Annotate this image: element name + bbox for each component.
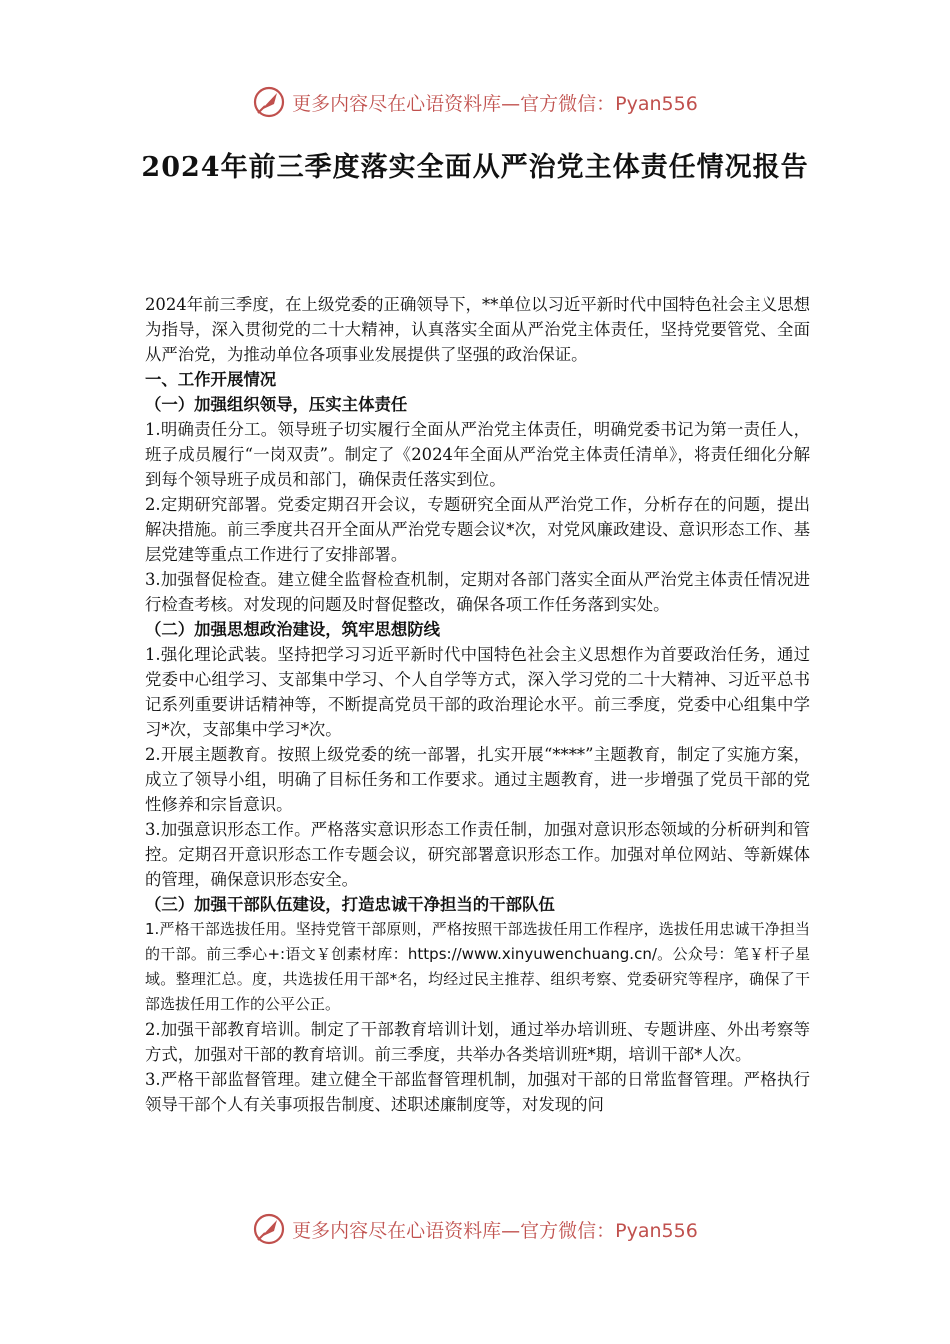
banner-text: 更多内容尽在心语资料库—官方微信：Pyan556 [292, 92, 698, 115]
body-paragraph: 2.加强干部教育培训。制定了干部教育培训计划，通过举办培训班、专题讲座、外出考察等方式，加强对干部的教育培训。前三季度，共举办各类培训班*期，培训干部*人次。 [145, 1020, 810, 1064]
quill-logo-icon [252, 85, 286, 119]
document-body [145, 292, 810, 1117]
body-paragraph: 3.加强督促检查。建立健全监督检查机制，定期对各部门落实全面从严治党主体责任情况进行检查考核。对发现的问题及时督促整改，确保各项工作任务落到实处。 [145, 570, 810, 614]
body-paragraph: 1.强化理论武装。坚持把学习习近平新时代中国特色社会主义思想作为首要政治任务，通过党委中心组学习、支部集中学习、个人自学等方式，深入学习党的二十大精神、习近平总书记系列重要讲话精神等，不断提高党员干部的政治理论水平。前三季度，党委中心组集中学习*次，支部集中学习*次。 [145, 645, 810, 739]
banner-text: 更多内容尽在心语资料库—官方微信：Pyan556 [292, 1219, 698, 1242]
body-paragraph: 1.严格干部选拔任用。坚持党管干部原则，严格按照干部选拔任用工作程序，选拔任用忠诚干净担当的干部。前三季心+:语文￥创素材库：https://www.xinyuwenchuang.cn/。公众号：笔￥杆子星域。整理汇总。度，共选拔任用干部*名，均经过民主推荐、组织考察、党委研究等程序，确保了干部选拔任用工作的公平公正。 [145, 920, 810, 1013]
body-paragraph: 1.明确责任分工。领导班子切实履行全面从严治党主体责任，明确党委书记为第一责任人，班子成员履行“一岗双责”。制定了《2024年全面从严治党主体责任清单》，将责任细化分解到每个领导班子成员和部门，确保责任落实到位。 [145, 420, 810, 489]
body-paragraph: 2.开展主题教育。按照上级党委的统一部署，扎实开展“****”主题教育，制定了实施方案，成立了领导小组，明确了目标任务和工作要求。通过主题教育，进一步增强了党员干部的党性修养和宗旨意识。 [145, 745, 810, 814]
body-paragraph: 3.严格干部监督管理。建立健全干部监督管理机制，加强对干部的日常监督管理。严格执行领导干部个人有关事项报告制度、述职述廉制度等，对发现的问 [145, 1070, 810, 1114]
header-watermark-banner [0, 80, 950, 124]
body-paragraph: 2024年前三季度，在上级党委的正确领导下，**单位以习近平新时代中国特色社会主义思想为指导，深入贯彻党的二十大精神，认真落实全面从严治党主体责任，坚持党要管党、全面从严治党，为推动单位各项事业发展提供了坚强的政治保证。 [145, 295, 810, 364]
section-heading: 一、工作开展情况 [145, 370, 277, 389]
document-title: 2024年前三季度落实全面从严治党主体责任情况报告 [141, 152, 809, 183]
footer-watermark-banner [0, 1207, 950, 1251]
subsection-heading: （一）加强组织领导，压实主体责任 [145, 395, 408, 414]
quill-logo-icon [252, 1212, 286, 1246]
body-paragraph: 2.定期研究部署。党委定期召开会议，专题研究全面从严治党工作，分析存在的问题，提出解决措施。前三季度共召开全面从严治党专题会议*次，对党风廉政建设、意识形态工作、基层党建等重点工作进行了安排部署。 [145, 495, 810, 564]
body-paragraph: 3.加强意识形态工作。严格落实意识形态工作责任制，加强对意识形态领域的分析研判和管控。定期召开意识形态工作专题会议，研究部署意识形态工作。加强对单位网站、等新媒体的管理，确保意识形态安全。 [145, 820, 810, 889]
subsection-heading: （二）加强思想政治建设，筑牢思想防线 [145, 620, 441, 639]
subsection-heading: （三）加强干部队伍建设，打造忠诚干净担当的干部队伍 [145, 895, 555, 914]
